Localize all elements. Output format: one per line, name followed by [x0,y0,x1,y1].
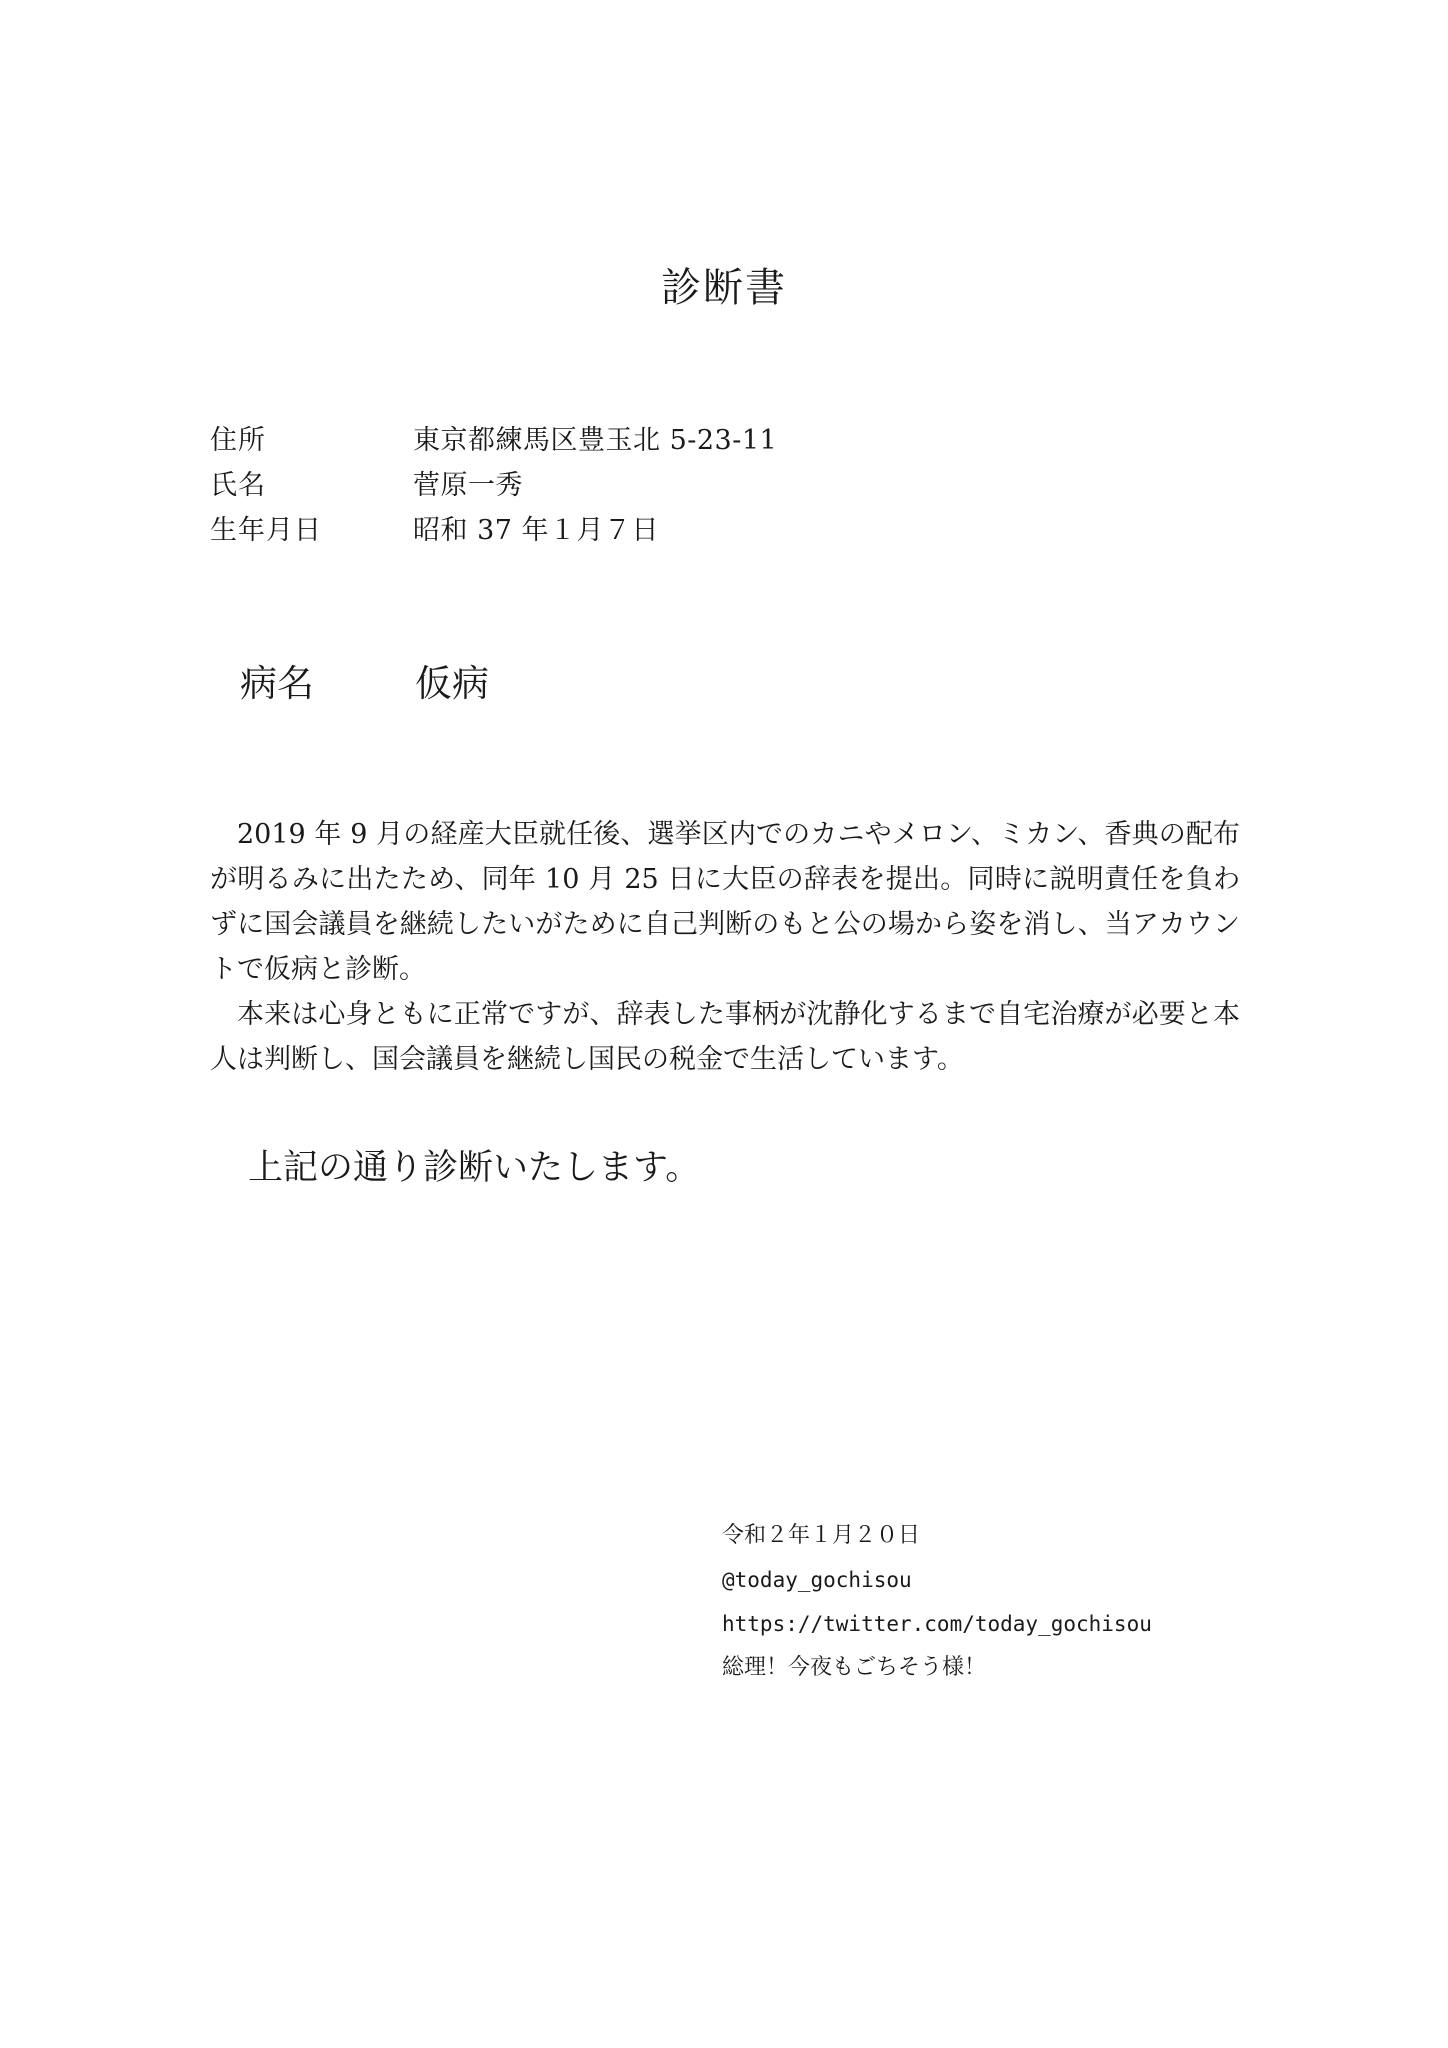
issue-date: 令和２年１月２０日 [722,1523,921,1548]
disease-section [240,656,489,712]
info-row-address [210,418,777,463]
birthdate-label: 生年月日 [210,515,322,546]
footer-block [722,1514,1152,1690]
birthdate-value: 昭和 37 年１月７日 [413,515,660,546]
disease-value: 仮病 [415,662,489,705]
signature-line: 総理！今夜もごちそう様！ [722,1655,987,1680]
diagnosis-paragraph-2: 本来は心身ともに正常ですが、辞表した事柄が沈静化するまで自宅治療が必要と本人は判断し、国会議員を継続し国民の税金で生活しています。 [210,999,1240,1075]
address-value: 東京都練馬区豊玉北 5-23-11 [413,425,778,456]
patient-info [210,418,777,553]
closing-statement: 上記の通り診断いたします。 [248,1148,701,1188]
document-title: 診断書 [661,265,787,311]
twitter-url: https://twitter.com/today_gochisou [722,1612,1152,1636]
twitter-handle: @today_gochisou [722,1568,912,1592]
disease-label: 病名 [240,662,314,705]
info-row-birthdate [210,508,777,553]
diagnosis-body [210,812,1240,1082]
diagnosis-paragraph-1: 2019 年 9 月の経産大臣就任後、選挙区内でのカニやメロン、ミカン、香典の配布が明るみに出たため、同年 10 月 25 日に大臣の辞表を提出。同時に説明責任を負わずに国会議員を継続したいがために自己判断のもと公の場から姿を消し、当アカウントで仮病と診断。 [210,819,1240,985]
name-value: 菅原一秀 [413,470,523,501]
address-label: 住所 [210,425,266,456]
info-row-name [210,463,777,508]
name-label: 氏名 [210,470,266,501]
